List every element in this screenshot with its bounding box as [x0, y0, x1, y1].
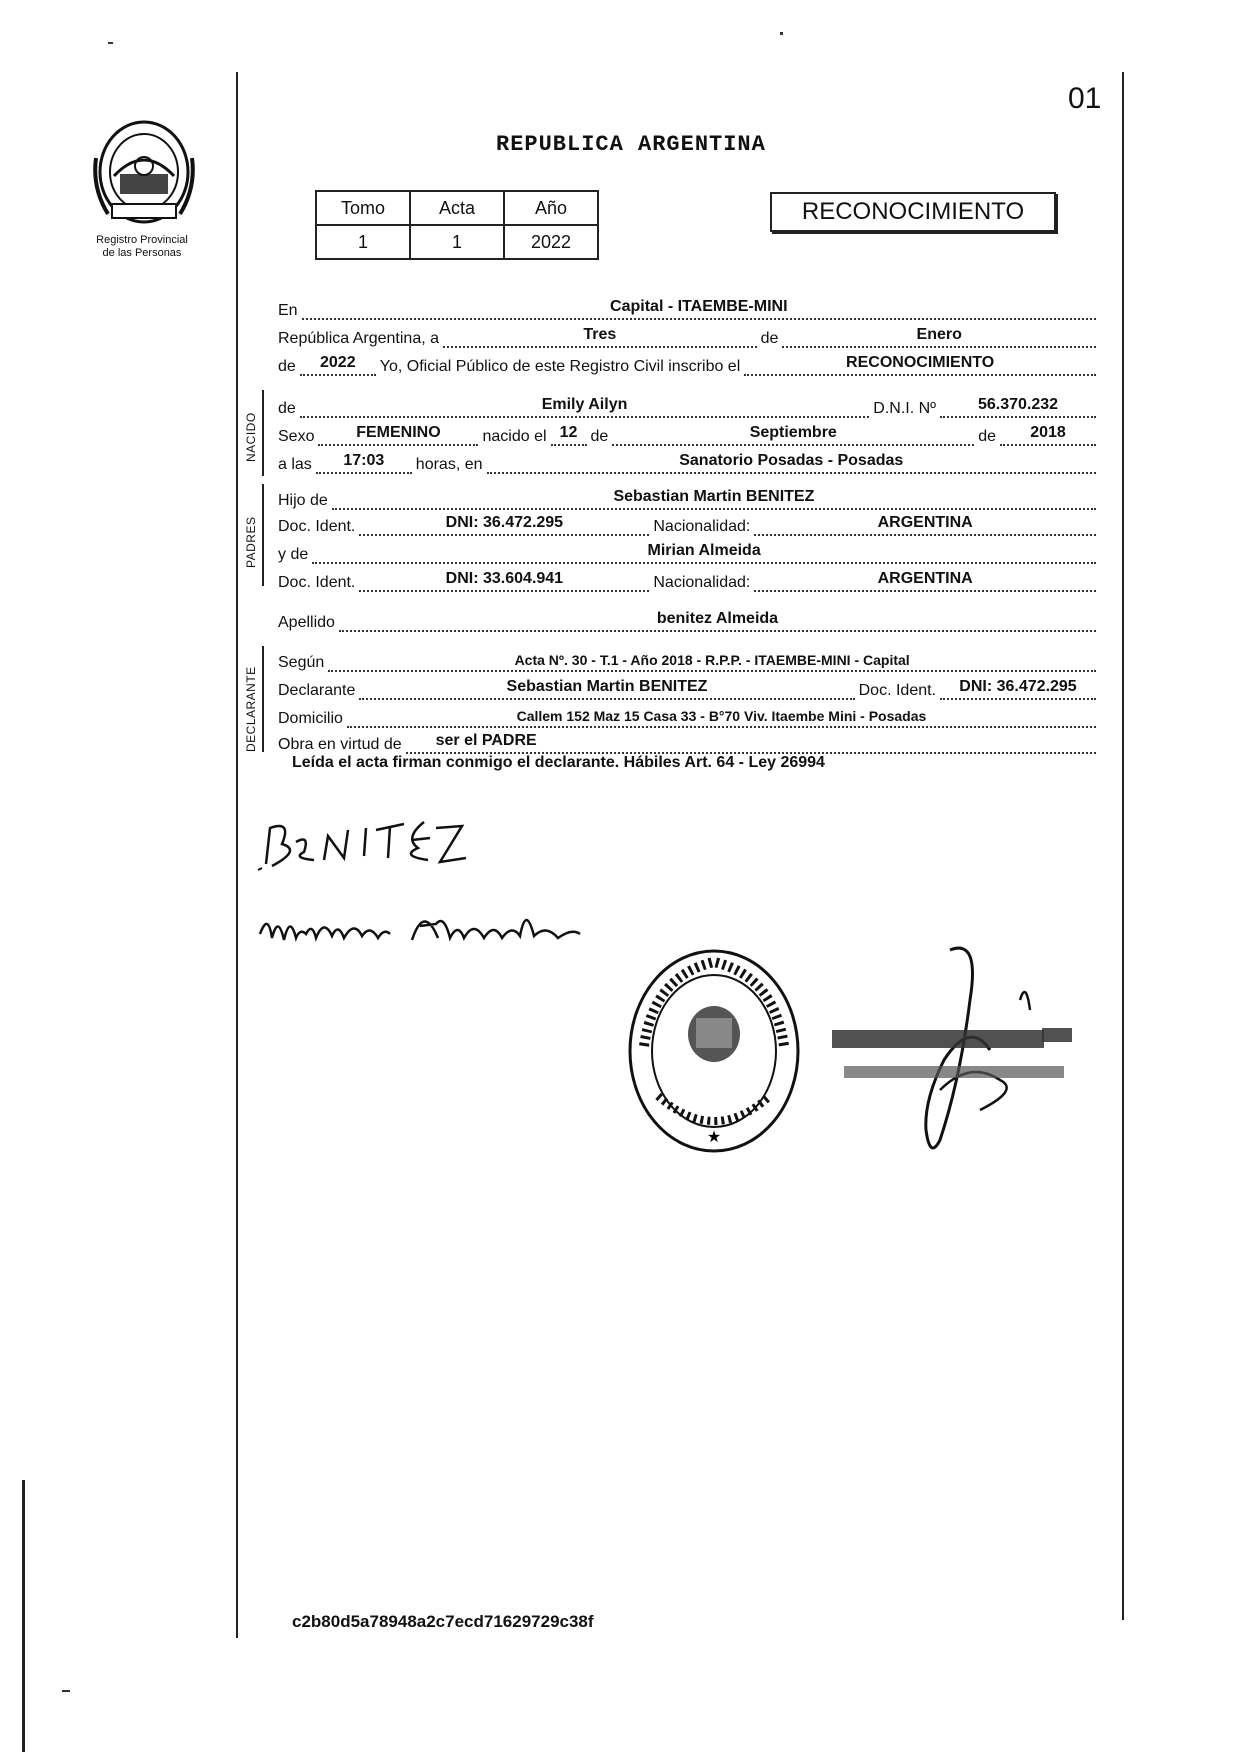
- inscribo-row: [278, 350, 1100, 376]
- nacido-de-label: de: [278, 400, 296, 417]
- declarante-label: Declarante: [278, 682, 356, 699]
- inscribo-value: RECONOCIMIENTO: [744, 354, 1096, 376]
- domicilio-label: Domicilio: [278, 710, 343, 727]
- sexo-row: [278, 420, 1100, 446]
- scan-speck: [780, 32, 783, 35]
- domicilio-row: [278, 702, 1100, 728]
- signature-benitez: [252, 808, 472, 888]
- birth-time-value: 17:03: [316, 452, 412, 474]
- child-dni-value: 56.370.232: [940, 396, 1096, 418]
- mother-dni-value: DNI: 33.604.941: [359, 570, 649, 592]
- registry-name: [72, 234, 212, 260]
- apellido-row: [278, 606, 1100, 632]
- apellido-value: benitez Almeida: [339, 610, 1096, 632]
- de-label: de: [760, 330, 779, 347]
- child-name-value: Emily Ailyn: [300, 396, 869, 418]
- father-doc-row: [278, 510, 1100, 536]
- ydeflow-row: [278, 538, 1100, 564]
- year-value: 2022: [300, 354, 376, 376]
- registry-name-line2: de las Personas: [102, 247, 182, 259]
- sexo-label: Sexo: [278, 428, 315, 445]
- declarante-bracket: [262, 646, 264, 752]
- month-value: Enero: [782, 326, 1096, 348]
- apellido-label: Apellido: [278, 614, 335, 631]
- index-table-value-row: [316, 225, 598, 259]
- padres-section-label: PADRES: [244, 516, 258, 568]
- index-table: [315, 190, 599, 260]
- signature-mirian-almeida: [254, 894, 614, 964]
- birth-day-value: 12: [551, 424, 587, 446]
- mother-doc-row: [278, 566, 1100, 592]
- date-row: [278, 322, 1100, 348]
- act-type-badge: RECONOCIMIENTO: [770, 192, 1056, 232]
- hora-row: [278, 448, 1100, 474]
- father-nationality-label: Nacionalidad:: [653, 518, 751, 535]
- scan-edge-line: [22, 1480, 25, 1752]
- official-signature-block: [830, 940, 1090, 1180]
- left-margin-line: [236, 72, 238, 1638]
- en-label: En: [278, 302, 298, 319]
- hijo-row: [278, 484, 1100, 510]
- acta-header: Acta: [410, 191, 504, 225]
- document-hash: c2b80d5a78948a2c7ecd71629729c38f: [292, 1612, 594, 1631]
- father-name-value: Sebastian Martin BENITEZ: [332, 488, 1096, 510]
- svg-text:★: ★: [706, 1127, 722, 1146]
- nacido-de-label-2: de: [590, 428, 609, 445]
- segun-value: Acta Nº. 30 - T.1 - Año 2018 - R.P.P. - ITAEMBE-MINI - Capital: [328, 652, 1096, 672]
- stamp-emblem: [688, 1006, 740, 1062]
- hijo-label: Hijo de: [278, 492, 328, 509]
- registry-name-line1: Registro Provincial: [96, 234, 188, 246]
- birth-year-value: 2018: [1000, 424, 1096, 446]
- right-margin-line: [1122, 72, 1124, 1620]
- page-title: REPUBLICA ARGENTINA: [496, 132, 766, 157]
- mother-nationality-value: ARGENTINA: [754, 570, 1096, 592]
- padres-bracket: [262, 484, 264, 586]
- republica-label: República Argentina, a: [278, 330, 439, 347]
- dni-label: D.N.I. Nº: [873, 400, 936, 417]
- segun-label: Según: [278, 654, 325, 671]
- declarante-section-label: DECLARANTE: [244, 666, 258, 752]
- father-nationality-value: ARGENTINA: [754, 514, 1096, 536]
- tomo-header: Tomo: [316, 191, 410, 225]
- en-value: Capital - ITAEMBE-MINI: [302, 298, 1096, 320]
- declarante-name-value: Sebastian Martin BENITEZ: [359, 678, 854, 700]
- yde-label: y de: [278, 546, 309, 563]
- official-stamp: [624, 946, 804, 1156]
- declarante-doc-label: Doc. Ident.: [858, 682, 936, 699]
- father-dni-value: DNI: 36.472.295: [359, 514, 649, 536]
- mother-doc-label: Doc. Ident.: [278, 574, 356, 591]
- obra-value: ser el PADRE: [406, 732, 1096, 754]
- obra-label: Obra en virtud de: [278, 736, 402, 753]
- birth-place-value: Sanatorio Posadas - Posadas: [487, 452, 1096, 474]
- scan-speck: [108, 42, 113, 44]
- province-seal-logo: [90, 118, 198, 226]
- tomo-value: 1: [316, 225, 410, 259]
- sexo-value: FEMENINO: [318, 424, 478, 446]
- mother-nationality-label: Nacionalidad:: [653, 574, 751, 591]
- declarante-row: [278, 674, 1100, 700]
- domicilio-value: Callem 152 Maz 15 Casa 33 - B°70 Viv. Itaembe Mini - Posadas: [347, 708, 1096, 728]
- index-table-header-row: [316, 191, 598, 225]
- anio-header: Año: [504, 191, 598, 225]
- nacido-bracket: [262, 390, 264, 476]
- declarante-doc-value: DNI: 36.472.295: [940, 678, 1096, 700]
- scan-speck: [62, 1690, 70, 1692]
- birth-month-value: Septiembre: [612, 424, 974, 446]
- closing-text: Leída el acta firman conmigo el declarante. Hábiles Art. 64 - Ley 26994: [292, 754, 825, 771]
- nacido-section-label: NACIDO: [244, 412, 258, 462]
- nacido-el-label: nacido el: [482, 428, 547, 445]
- mother-name-value: Mirian Almeida: [312, 542, 1096, 564]
- father-doc-label: Doc. Ident.: [278, 518, 356, 535]
- en-row: [278, 294, 1100, 320]
- horas-label: horas, en: [415, 456, 483, 473]
- acta-value: 1: [410, 225, 504, 259]
- anio-value: 2022: [504, 225, 598, 259]
- page-number: 01: [1068, 82, 1102, 115]
- day-value: Tres: [443, 326, 757, 348]
- obra-row: [278, 728, 1100, 754]
- de2-label: de: [278, 358, 296, 375]
- inscribo-text: Yo, Oficial Público de este Registro Civil inscribo el: [379, 358, 741, 375]
- nacido-name-row: [278, 392, 1100, 418]
- a-las-label: a las: [278, 456, 312, 473]
- nacido-de-label-3: de: [978, 428, 996, 445]
- segun-row: [278, 646, 1100, 672]
